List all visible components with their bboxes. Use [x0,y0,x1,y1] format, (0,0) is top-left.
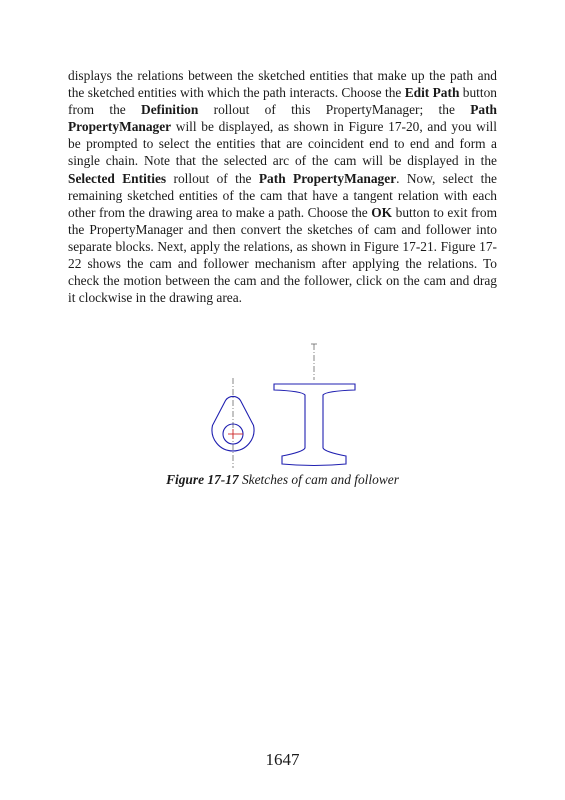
figure-caption-text: Sketches of cam and follower [238,472,399,487]
bold-term: Edit Path [404,85,460,101]
bold-term: Selected Entities [68,170,167,186]
bold-term: Path PropertyManager [258,170,397,186]
bold-term: OK [371,204,393,220]
body-paragraph [68,67,497,306]
page-number: 1647 [265,750,300,769]
text-run: rollout of the [166,170,259,186]
text-run: rollout of this PropertyManager; the [198,102,471,118]
figure-caption [0,472,565,488]
follower-profile [274,384,355,466]
figure-caption-label: Figure 17-17 [166,472,239,487]
text-run: button from the [68,85,497,118]
bold-term: Definition [141,102,199,118]
text-run: . Now, select the remaining sketched entities of the cam that have a tangent relation with each other from the drawing area to make a path. Choose the [68,170,497,220]
cam-follower-sketch [200,340,370,470]
text-run: displays the relations between the sketched entities that make up the path and the sketched entities with which the path interacts. Choose the [68,68,497,101]
text-run: will be displayed, as shown in Figure 17-20, and you will be prompted to select the entities that are coincident end to end and form a single chain. Note that the selected arc of the cam will be displayed in the [68,119,497,169]
text-run: button to exit from the PropertyManager and then convert the sketches of cam and follower into separate blocks. Next, apply the relations, as shown in Figure 17-21. Figure 17-22 shows the cam and follower mechanism after applying the relations. To check the motion between the cam and the follower, click on the cam and drag it clockwise in the drawing area. [68,204,498,306]
bold-term: Path PropertyManager [68,102,498,135]
